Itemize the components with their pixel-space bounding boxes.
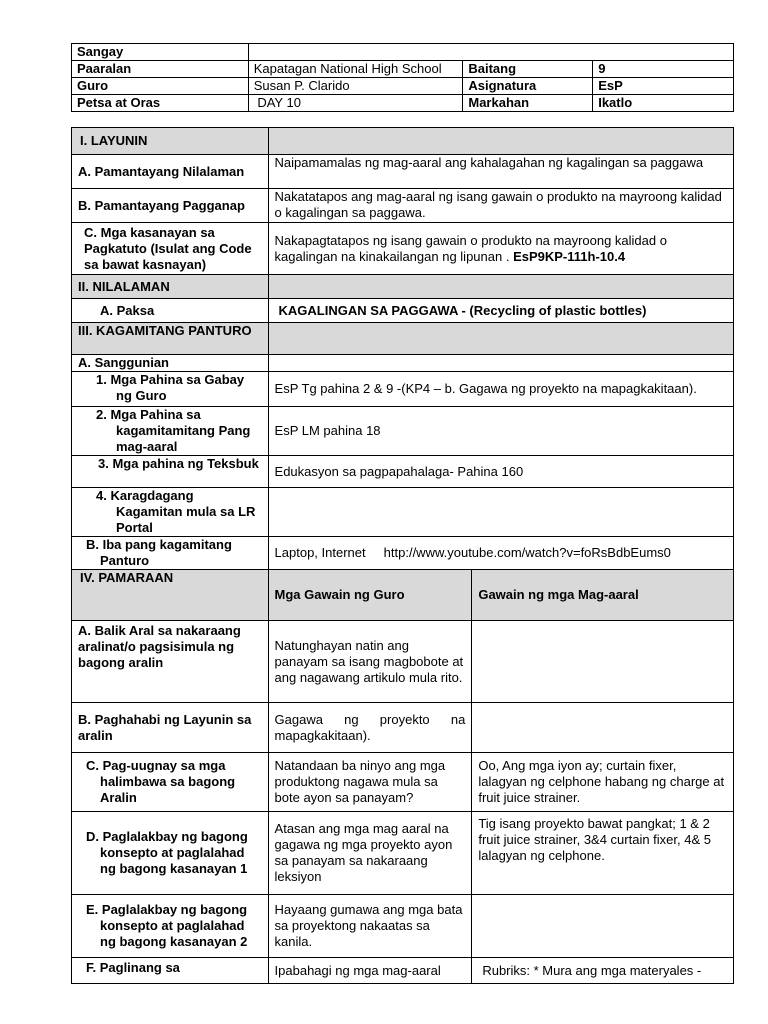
step-magaaral: Oo, Ang mga iyon ay; curtain fixer, lalagyan ng celphone habang ng charge at fruit juice strainer.: [472, 753, 734, 812]
row-value: Naipamamalas ng mag-aaral ang kahalagahan ng kagalingan sa paggawa: [268, 155, 733, 189]
step-label: F. Paglinang sa: [72, 958, 269, 984]
step-row: [72, 703, 734, 753]
header-table: [71, 43, 734, 112]
step-row: [72, 958, 734, 984]
header-label: Petsa at Oras: [72, 95, 249, 112]
row-kasanayan: [72, 223, 734, 275]
row-label: 3. Mga pahina ng Teksbuk: [72, 456, 269, 488]
header-value: EsP: [593, 78, 734, 95]
header-value: 9: [593, 61, 734, 78]
row-label: 2. Mga Pahina sa kagamitamitang Pang mag-aaral: [72, 407, 269, 456]
step-magaaral: Rubriks: * Mura ang mga materyales -: [472, 958, 734, 984]
header-label: Markahan: [463, 95, 593, 112]
step-magaaral: [472, 895, 734, 958]
row-pamantayang-nilalaman: [72, 155, 734, 189]
row-value: [268, 223, 733, 275]
step-guro: Atasan ang mga mag aaral na gagawa ng mga proyekto ayon sa panayam sa nakaraang leksiyon: [268, 812, 472, 895]
row-label: 4. Karagdagang Kagamitan mula sa LR Portal: [72, 488, 269, 537]
step-guro: Gagawa ng proyekto na mapagkakitaan).: [268, 703, 472, 753]
row-label: B. Pamantayang Pagganap: [72, 189, 269, 223]
header-row-petsa: [72, 95, 734, 112]
row-label: 1. Mga Pahina sa Gabay ng Guro: [72, 372, 269, 407]
section-title: III. KAGAMITANG PANTURO: [72, 323, 269, 355]
section-kagamitan: [72, 323, 734, 355]
row-label: C. Mga kasanayan sa Pagkatuto (Isulat ang Code sa bawat kasnayan): [72, 223, 269, 275]
step-guro: Natunghayan natin ang panayam sa isang magbobote at ang nagawang artikulo mula rito.: [268, 621, 472, 703]
step-row: [72, 621, 734, 703]
row-ref-lrportal: [72, 488, 734, 537]
header-label: Asignatura: [463, 78, 593, 95]
row-label: A. Pamantayang Nilalaman: [72, 155, 269, 189]
row-value: [268, 488, 733, 537]
row-value: EsP Tg pahina 2 & 9 -(KP4 – b. Gagawa ng proyekto na mapagkakitaan).: [268, 372, 733, 407]
section-title: I. LAYUNIN: [72, 128, 269, 155]
step-guro: Hayaang gumawa ang mga bata sa proyektong nakaatas sa kanila.: [268, 895, 472, 958]
row-paksa: [72, 299, 734, 323]
step-guro: Natandaan ba ninyo ang mga produktong nagawa mula sa bote ayon sa panayam?: [268, 753, 472, 812]
header-value: DAY 10: [248, 95, 463, 112]
row-ref-gabay: [72, 372, 734, 407]
step-label: C. Pag-uugnay sa mga halimbawa sa bagong Aralin: [72, 753, 269, 812]
header-row-guro: [72, 78, 734, 95]
kasanayan-text: Nakapagtatapos ng isang gawain o produkto na mayroong kalidad o kagalingan na kinakailangan ng lipunan .: [274, 232, 667, 264]
header-row-sangay: [72, 44, 734, 61]
step-guro: Ipabahagi ng mga mag-aaral: [268, 958, 472, 984]
kasanayan-code: EsP9KP-111h-10.4: [513, 248, 626, 264]
row-value: [268, 355, 733, 372]
header-row-paaralan: [72, 61, 734, 78]
row-value: Edukasyon sa pagpapahalaga- Pahina 160: [268, 456, 733, 488]
step-label: D. Paglalakbay ng bagong konsepto at paglalahad ng bagong kasanayan 1: [72, 812, 269, 895]
header-label: Guro: [72, 78, 249, 95]
section-title: IV. PAMARAAN: [72, 570, 269, 621]
section-layunin: [72, 128, 734, 155]
row-value: KAGALINGAN SA PAGGAWA - (Recycling of plastic bottles): [268, 299, 733, 323]
row-sanggunian: [72, 355, 734, 372]
row-label: B. Iba pang kagamitang Panturo: [72, 537, 269, 570]
section-nilalaman: [72, 275, 734, 299]
row-value: EsP LM pahina 18: [268, 407, 733, 456]
step-label: E. Paglalakbay ng bagong konsepto at paglalahad ng bagong kasanayan 2: [72, 895, 269, 958]
column-header-guro: Mga Gawain ng Guro: [268, 570, 472, 621]
row-value: Laptop, Internet http://www.youtube.com/watch?v=foRsBdbEums0: [268, 537, 733, 570]
header-value: Susan P. Clarido: [248, 78, 463, 95]
header-label: Baitang: [463, 61, 593, 78]
header-value: Ikatlo: [593, 95, 734, 112]
step-magaaral: [472, 621, 734, 703]
row-label: A. Sanggunian: [72, 355, 269, 372]
section-pamaraan: [72, 570, 734, 621]
step-row: [72, 753, 734, 812]
row-value: Nakatatapos ang mag-aaral ng isang gawain o produkto na mayroong kalidad o kagalingan sa paggawa.: [268, 189, 733, 223]
header-label: Paaralan: [72, 61, 249, 78]
step-magaaral: Tig isang proyekto bawat pangkat; 1 & 2 fruit juice strainer, 3&4 curtain fixer, 4& 5 lalagyan ng celphone.: [472, 812, 734, 895]
row-pamantayang-pagganap: [72, 189, 734, 223]
section-spacer: [268, 275, 733, 299]
step-row: [72, 812, 734, 895]
section-spacer: [268, 323, 733, 355]
step-row: [72, 895, 734, 958]
header-value: [248, 44, 733, 61]
step-magaaral: [472, 703, 734, 753]
row-ref-teksbuk: [72, 456, 734, 488]
row-ref-lm: [72, 407, 734, 456]
step-label: B. Paghahabi ng Layunin sa aralin: [72, 703, 269, 753]
row-label: A. Paksa: [72, 299, 269, 323]
row-iba-pa: [72, 537, 734, 570]
column-header-magaaral: Gawain ng mga Mag-aaral: [472, 570, 734, 621]
step-label: A. Balik Aral sa nakaraang aralinat/o pagsisimula ng bagong aralin: [72, 621, 269, 703]
header-value: Kapatagan National High School: [248, 61, 463, 78]
section-spacer: [268, 128, 733, 155]
section-title: II. NILALAMAN: [72, 275, 269, 299]
header-label: Sangay: [72, 44, 249, 61]
lesson-plan-table: [71, 127, 734, 984]
